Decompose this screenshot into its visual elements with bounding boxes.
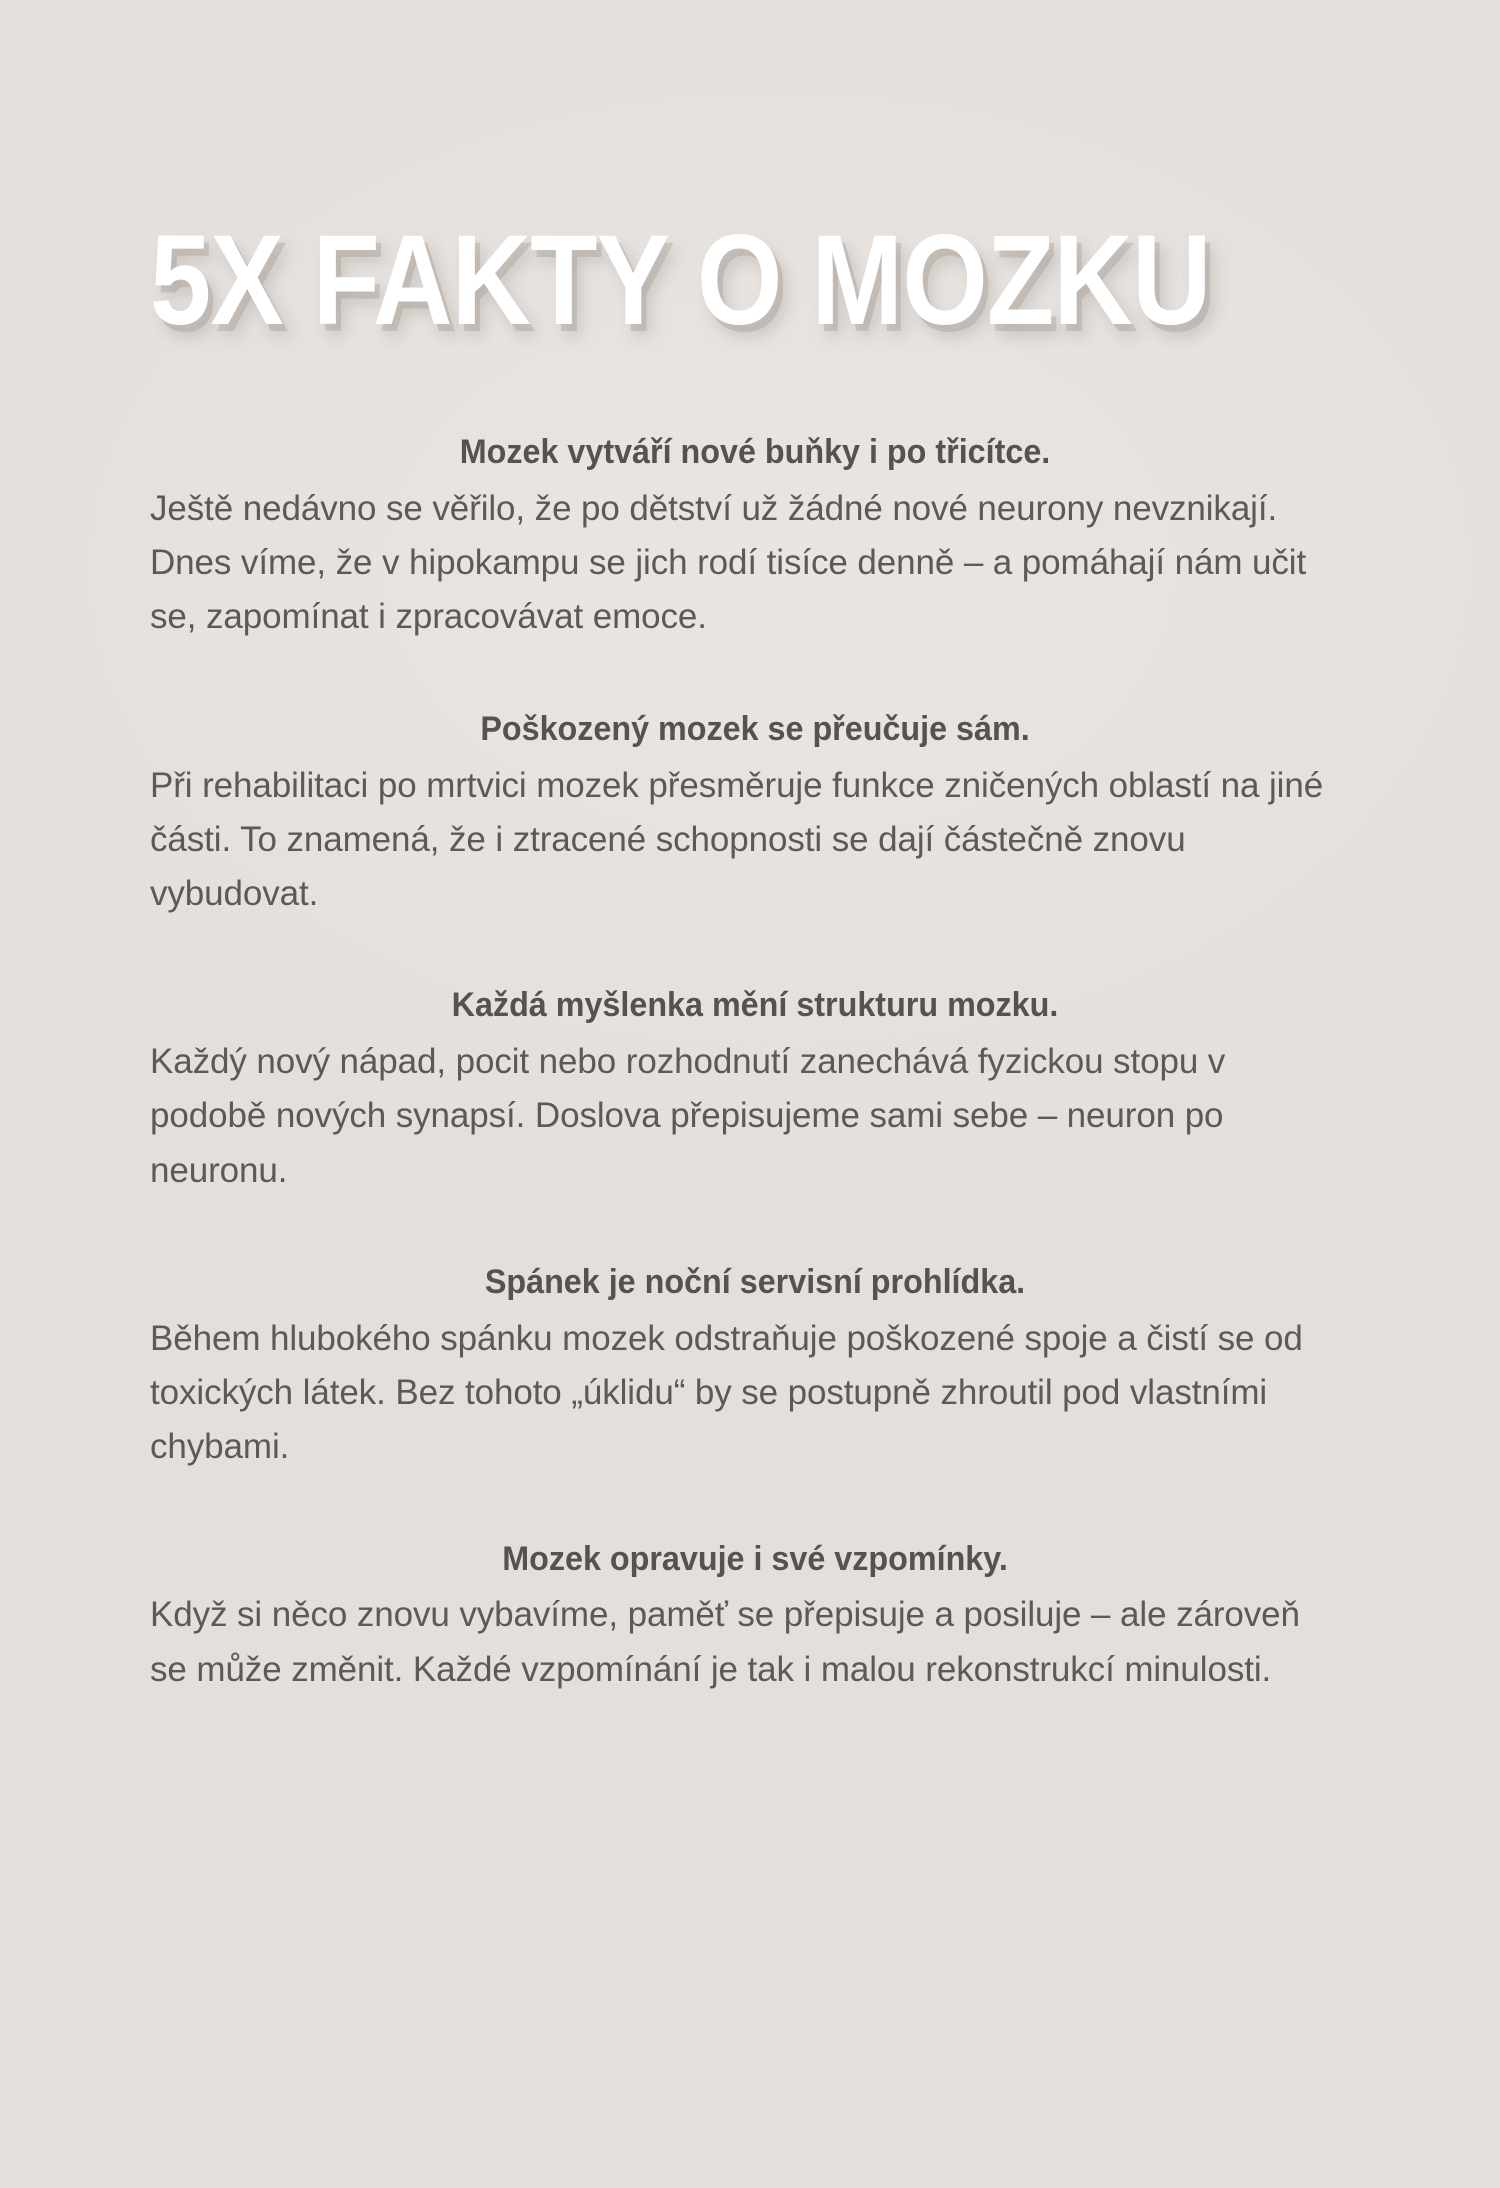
fact-body-3: Každý nový nápad, pocit nebo rozhodnutí zanechává fyzickou stopu v podobě nových synapsí. Doslova přepisujeme sami sebe – neuron po neuronu. — [150, 1042, 1226, 1190]
fact-heading-5: Mozek opravuje i své vzpomínky. — [502, 1539, 1008, 1578]
fact-heading-4: Spánek je noční servisní prohlídka. — [484, 1262, 1026, 1301]
fact-block-1 — [150, 430, 1360, 645]
fact-body-4: Během hlubokého spánku mozek odstraňuje poškozené spoje a čistí se od toxických látek. Bez tohoto „úklidu“ by se postupně zhroutil pod vlastními chybami. — [150, 1318, 1303, 1467]
fact-body-2: Při rehabilitaci po mrtvici mozek přesměruje funkce zničených oblastí na jiné části. To znamená, že i ztracené schopnosti se dají částečně znovu vybudovat. — [150, 765, 1324, 914]
fact-block-5 — [150, 1537, 1360, 1697]
fact-body-5: Když si něco znovu vybavíme, paměť se přepisuje a posiluje – ale zároveň se může změnit. Každé vzpomínání je tak i malou rekonstrukcí minulosti. — [150, 1595, 1300, 1689]
page-title: 5X FAKTY O MOZKU — [150, 209, 1211, 352]
fact-body-1: Ještě nedávno se věřilo, že po dětství už žádné nové neurony nevznikají. Dnes víme, že v hipokampu se jich rodí tisíce denně – a pomáhají nám učit se, zapomínat i zpracovávat emoce. — [150, 488, 1307, 637]
facts-list — [150, 430, 1360, 1697]
poster-title-container — [150, 209, 1350, 352]
fact-block-2 — [150, 707, 1360, 922]
fact-block-4 — [150, 1260, 1360, 1475]
fact-block-3 — [150, 983, 1360, 1198]
fact-heading-1: Mozek vytváří nové buňky i po třicítce. — [459, 433, 1051, 471]
fact-heading-3: Každá myšlenka mění strukturu mozku. — [451, 986, 1059, 1025]
fact-heading-2: Poškozený mozek se přeučuje sám. — [480, 709, 1030, 748]
